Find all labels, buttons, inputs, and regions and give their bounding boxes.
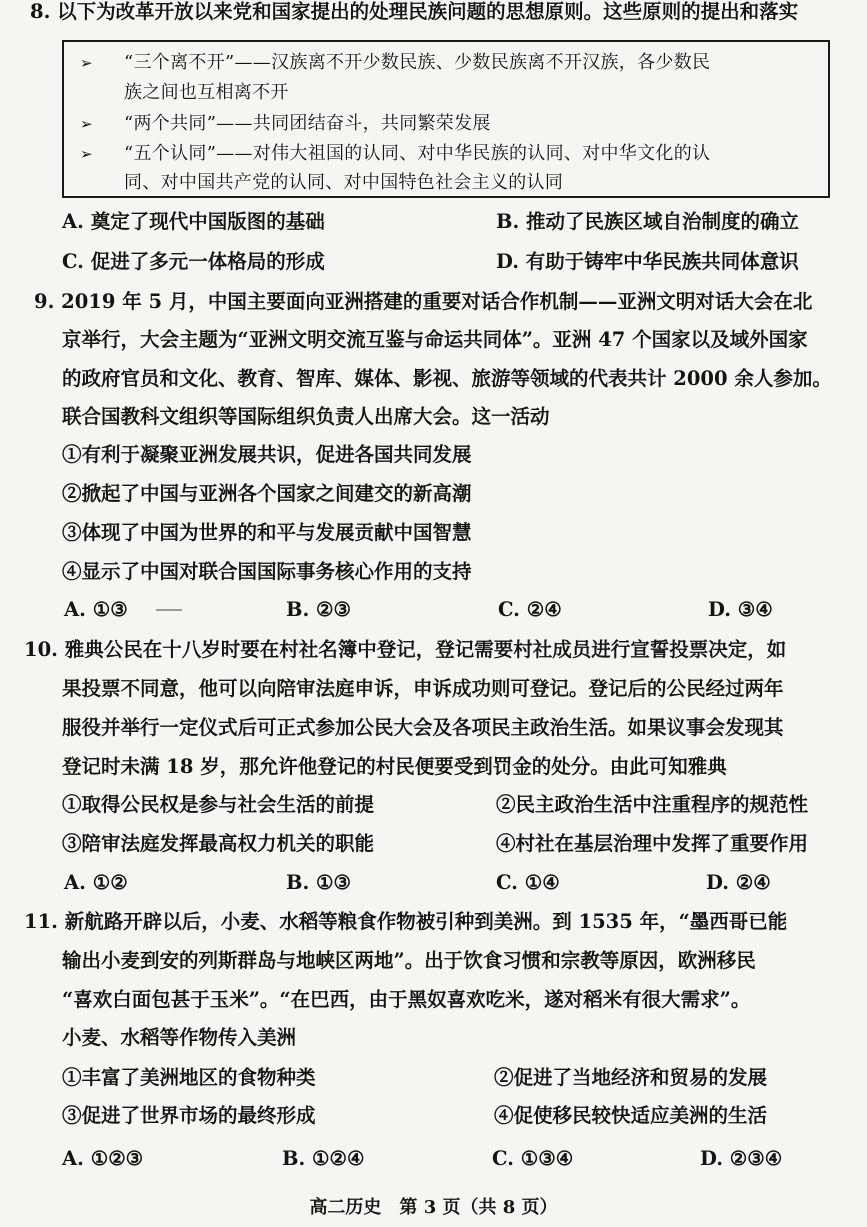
arrow-bullet-icon: ➢ — [80, 115, 93, 133]
q10-item-3: ③陪审法庭发挥最高权力机关的职能 — [62, 832, 375, 855]
q8-option-b: B. 推动了民族区域自治制度的确立 — [496, 210, 800, 233]
q8-number: 8. — [30, 0, 51, 23]
q8-stem-line — [30, 0, 798, 24]
q10-option-d: D. ②④ — [706, 871, 771, 894]
q9-option-b: B. ②③ — [286, 598, 352, 621]
q9-option-c: C. ②④ — [498, 598, 562, 621]
q11-stem-line-1: 新航路开辟以后，小麦、水稻等粮食作物被引种到美洲。到 1535 年，“墨西哥已能 — [64, 910, 788, 933]
q11-stem-line-2: 输出小麦到安的列斯群岛与地峡区两地”。出于饮食习惯和宗教等原因，欧洲移民 — [62, 949, 756, 972]
q9-stem-line-1: 2019 年 5 月，中国主要面向亚洲搭建的重要对话合作机制——亚洲文明对话大会在北 — [61, 290, 813, 313]
q11-item-2: ②促进了当地经济和贸易的发展 — [494, 1066, 768, 1089]
q9-option-d: D. ③④ — [708, 598, 773, 621]
q11-option-a: A. ①②③ — [62, 1147, 144, 1170]
q8-option-d: D. 有助于铸牢中华民族共同体意识 — [496, 250, 799, 273]
q10-stem-line — [24, 638, 786, 662]
q10-number: 10. — [24, 638, 58, 661]
arrow-bullet-icon: ➢ — [80, 54, 93, 72]
q10-option-b: B. ①③ — [286, 871, 352, 894]
q8-principles-box — [62, 40, 830, 198]
q11-option-c: C. ①③④ — [492, 1147, 574, 1170]
q10-option-a: A. ①② — [64, 871, 128, 894]
q8-box-line: “三个离不开”——汉族离不开少数民族、少数民族离不开汉族，各少数民 — [124, 52, 711, 73]
q11-item-4: ④促使移民较快适应美洲的生活 — [494, 1104, 768, 1127]
q9-item-3: ③体现了中国为世界的和平与发展贡献中国智慧 — [62, 521, 472, 544]
q8-box-line: 族之间也互相离不开 — [124, 82, 289, 103]
arrow-bullet-icon: ➢ — [80, 145, 93, 163]
q10-stem-line-2: 果投票不同意，他可以向陪审法庭申诉，申诉成功则可登记。登记后的公民经过两年 — [62, 677, 784, 700]
q10-option-c: C. ①④ — [496, 871, 560, 894]
q8-box-line: 同、对中国共产党的认同、对中国特色社会主义的认同 — [124, 172, 564, 193]
q9-item-2: ②掀起了中国与亚洲各个国家之间建交的新高潮 — [62, 482, 472, 505]
q9-item-4: ④显示了中国对联合国国际事务核心作用的支持 — [62, 560, 472, 583]
q10-item-2: ②民主政治生活中注重程序的规范性 — [496, 793, 809, 816]
q8-box-line: “两个共同”——共同团结奋斗，共同繁荣发展 — [124, 113, 491, 134]
scan-speck — [156, 609, 182, 611]
q9-stem-line-4: 联合国教科文组织等国际组织负责人出席大会。这一活动 — [62, 405, 550, 428]
q11-item-1: ①丰富了美洲地区的食物种类 — [62, 1066, 316, 1089]
q11-item-3: ③促进了世界市场的最终形成 — [62, 1104, 316, 1127]
q9-number: 9. — [34, 290, 55, 313]
q11-stem-line-3: “喜欢白面包甚于玉米”。“在巴西，由于黑奴喜欢吃米，遂对稻米有很大需求”。 — [62, 988, 751, 1011]
q8-box-line: “五个认同”——对伟大祖国的认同、对中华民族的认同、对中华文化的认 — [124, 143, 711, 164]
q8-stem: 以下为改革开放以来党和国家提出的处理民族问题的思想原则。这些原则的提出和落实 — [57, 0, 799, 23]
q8-option-c: C. 促进了多元一体格局的形成 — [62, 250, 325, 273]
q9-stem-line — [34, 290, 812, 314]
q10-stem-line-3: 服役并举行一定仪式后可正式参加公民大会及各项民主政治生活。如果议事会发现其 — [62, 716, 784, 739]
q11-stem-line-4: 小麦、水稻等作物传入美洲 — [62, 1026, 297, 1049]
q11-number: 11. — [24, 910, 58, 933]
q9-option-a: A. ①③ — [64, 598, 128, 621]
q9-stem-line-3: 的政府官员和文化、教育、智库、媒体、影视、旅游等领域的代表共计 2000 余人参加。 — [62, 367, 832, 390]
page-footer: 高二历史 第 3 页（共 8 页） — [309, 1197, 558, 1218]
q10-item-1: ①取得公民权是参与社会生活的前提 — [62, 793, 375, 816]
q11-stem-line — [24, 910, 787, 934]
q8-option-a: A. 奠定了现代中国版图的基础 — [62, 210, 325, 233]
q10-stem-line-4: 登记时未满 18 岁，那允许他登记的村民便要受到罚金的处分。由此可知雅典 — [62, 755, 727, 778]
q11-option-b: B. ①②④ — [282, 1147, 365, 1170]
q9-item-1: ①有利于凝聚亚洲发展共识，促进各国共同发展 — [62, 443, 472, 466]
q10-stem-line-1: 雅典公民在十八岁时要在村社名簿中登记，登记需要村社成员进行宣誓投票决定，如 — [64, 638, 787, 661]
q11-option-d: D. ②③④ — [700, 1147, 783, 1170]
q9-stem-line-2: 京举行，大会主题为“亚洲文明交流互鉴与命运共同体”。亚洲 47 个国家以及域外国家 — [62, 328, 808, 351]
q10-item-4: ④村社在基层治理中发挥了重要作用 — [496, 832, 809, 855]
